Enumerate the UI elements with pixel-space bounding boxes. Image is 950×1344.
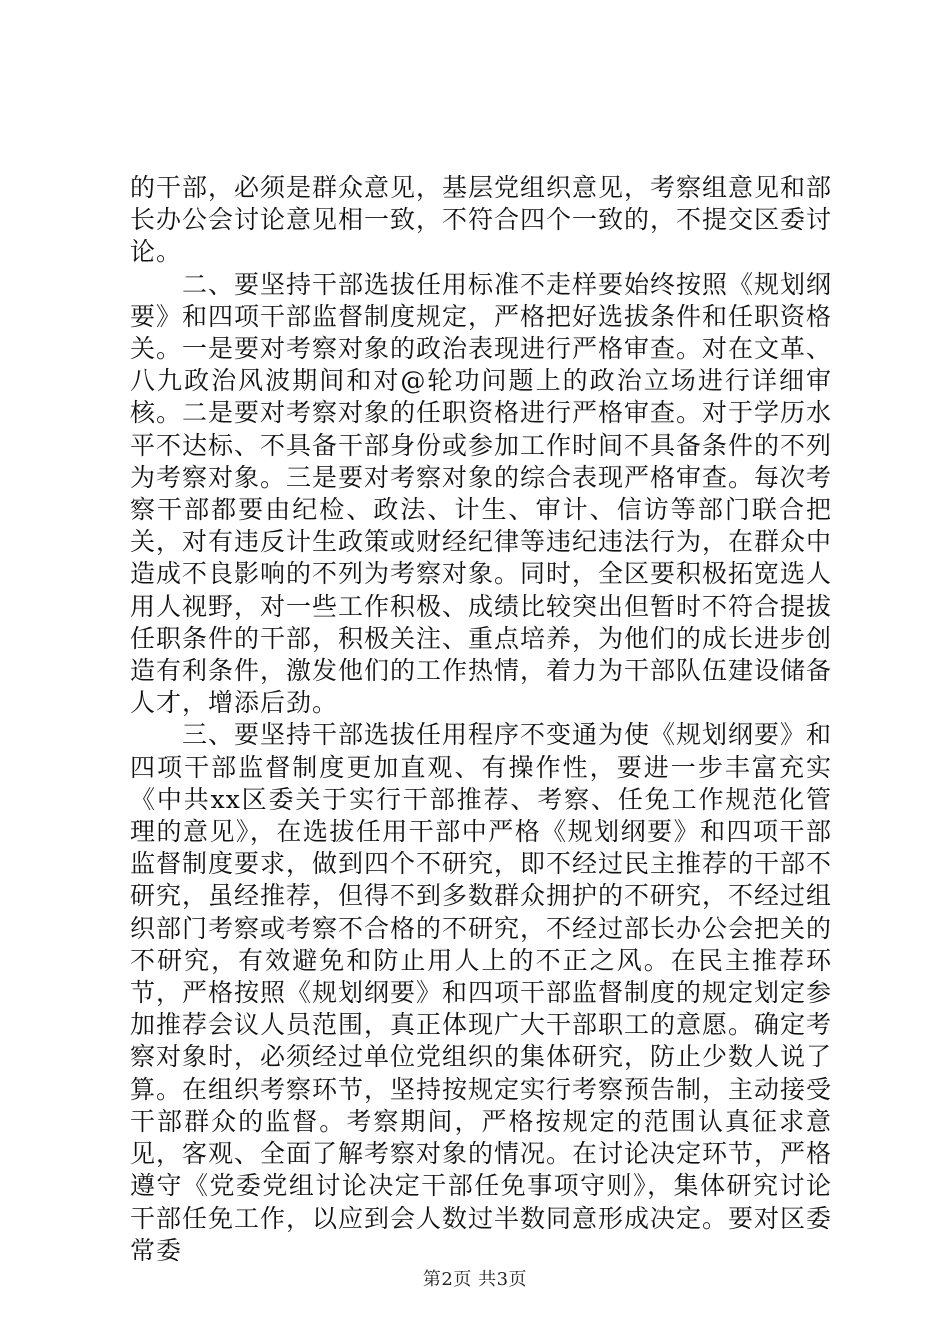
paragraph-continuation: 的干部，必须是群众意见，基层党组织意见，考察组意见和部长办公会讨论意见相一致，不符合四个一致的，不提交区委讨论。 [130,173,833,267]
paragraph-section-two: 二、要坚持干部选拔任用标准不走样要始终按照《规划纲要》和四项干部监督制度规定，严格把好选拔条件和任职资格关。一是要对考察对象的政治表现进行严格审查。对在文革、八九政治风波期间和对@轮功问题上的政治立场进行详细审核。二是要对考察对象的任职资格进行严格审查。对于学历水平不达标、不具备干部身份或参加工作时间不具备条件的不列为考察对象。三是要对考察对象的综合表现严格审查。每次考察干部都要由纪检、政法、计生、审计、信访等部门联合把关，对有违反计生政策或财经纪律等违纪违法行为，在群众中造成不良影响的不列为考察对象。同时，全区要积极拓宽选人用人视野，对一些工作积极、成绩比较突出但暂时不符合提拔任职条件的干部，积极关注、重点培养，为他们的成长进步创造有利条件，激发他们的工作热情，着力为干部队伍建设储备人才，增添后劲。 [130,269,833,718]
document-body [130,172,832,1267]
page-footer: 第2页 共3页 [422,1269,528,1290]
paragraph-section-three: 三、要坚持干部选拔任用程序不变通为使《规划纲要》和四项干部监督制度更加直观、有操作性，要进一步丰富充实《中共xx区委关于实行干部推荐、考察、任免工作规范化管理的意见》，在选拔任用干部中严格《规划纲要》和四项干部监督制度要求，做到四个不研究，即不经过民主推荐的干部不研究，虽经推荐，但得不到多数群众拥护的不研究，不经过组织部门考察或考察不合格的不研究，不经过部长办公会把关的不研究，有效避免和防止用人上的不正之风。在民主推荐环节，严格按照《规划纲要》和四项干部监督制度的规定划定参加推荐会议人员范围，真正体现广大干部职工的意愿。确定考察对象时，必须经过单位党组织的集体研究，防止少数人说了算。在组织考察环节，坚持按规定实行考察预告制，主动接受干部群众的监督。考察期间，严格按规定的范围认真征求意见，客观、全面了解考察对象的情况。在讨论决定环节，严格遵守《党委党组讨论决定干部任免事项守则》，集体研究讨论干部任免工作，以应到会人数过半数同意形成决定。要对区委常委 [130,720,833,1265]
